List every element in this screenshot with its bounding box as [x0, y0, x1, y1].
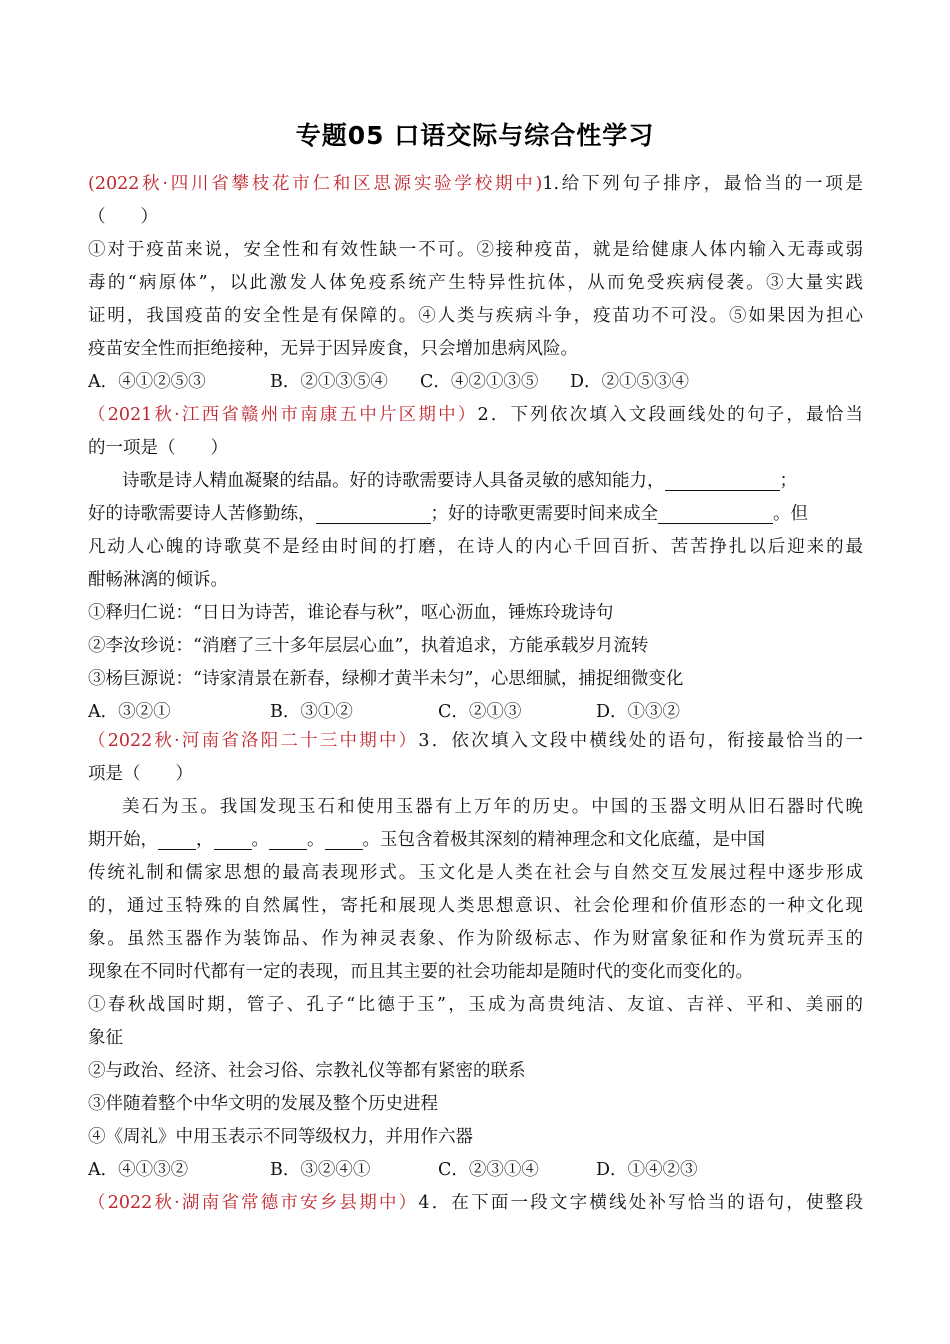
- question-1-options: [88, 366, 863, 399]
- question-2-passage-line: 酣畅淋漓的倾诉。: [88, 570, 228, 590]
- fill-blank[interactable]: [316, 501, 431, 524]
- fill-blank[interactable]: [214, 827, 252, 850]
- question-3-passage-line: 的，通过玉特殊的自然属性，寄托和展现人类思想意识、社会伦理和价值形态的一种文化现: [88, 896, 863, 916]
- question-4: [88, 1187, 863, 1220]
- fill-blank[interactable]: [325, 827, 363, 850]
- fill-blank[interactable]: [665, 468, 780, 491]
- question-2: [88, 399, 863, 729]
- question-3-passage-line: 现象在不同时代都有一定的表现，而且其主要的社会功能却是随时代的变化而变化的。: [88, 962, 753, 982]
- option-c: C．④②①③⑤: [420, 372, 539, 392]
- question-2-passage-line: 凡动人心魄的诗歌莫不是经由时间的打磨，在诗人的内心千回百折、苦苦挣扎以后迎来的最: [88, 537, 863, 557]
- question-2-item: ②李汝珍说：“消磨了三十多年层层心血”，执着追求，方能承载岁月流转: [88, 636, 649, 656]
- question-4-source: （2022秋·湖南省常德市安乡县期中）: [88, 1193, 419, 1213]
- question-3-options: [88, 1154, 863, 1187]
- page-title: 专题05 口语交际与综合性学习: [295, 121, 655, 150]
- question-1-text-line: 毒的“病原体”，以此激发人体免疫系统产生特异性抗体，从而免受疾病侵袭。③大量实践: [88, 273, 863, 293]
- option-c: C．②③①④: [438, 1160, 539, 1180]
- question-3-passage-line: 象。虽然玉器作为装饰品、作为神灵表象、作为阶级标志、作为财富象征和作为赏玩弄玉的: [88, 929, 863, 949]
- question-1-stem: 1.给下列句子排序，最恰当的一项是: [542, 174, 863, 194]
- question-3-passage-line: 美石为玉。我国发现玉石和使用玉器有上万年的历史。中国的玉器文明从旧石器时代晚: [122, 797, 863, 817]
- fill-blank[interactable]: [658, 501, 773, 524]
- question-1-text-line: 证明，我国疫苗的安全性是有保障的。④人类与疾病斗争，疫苗功不可没。⑤如果因为担心: [88, 306, 863, 326]
- option-d: D．②①⑤③④: [570, 372, 690, 392]
- option-a: A．④①②⑤③: [88, 372, 206, 392]
- question-3: [88, 725, 863, 1187]
- question-2-stem: 2．下列依次填入文段画线处的句子，最恰当: [477, 405, 863, 425]
- question-3-item: ④《周礼》中用玉表示不同等级权力，并用作六器: [88, 1127, 473, 1147]
- question-2-source: （2021秋·江西省赣州市南康五中片区期中）: [88, 405, 478, 425]
- option-b: B．③②④①: [270, 1160, 371, 1180]
- question-3-item: ②与政治、经济、社会习俗、宗教礼仪等都有紧密的联系: [88, 1061, 526, 1081]
- question-1: [88, 168, 863, 399]
- question-3-source: （2022秋·河南省洛阳二十三中期中）: [88, 731, 419, 751]
- question-2-stem-end: 的一项是（ ）: [88, 438, 228, 458]
- question-1-source: (2022秋·四川省攀枝花市仁和区思源实验学校期中): [88, 174, 543, 194]
- question-2-item: ①释归仁说：“日日为诗苦，谁论春与秋”，呕心沥血，锤炼玲珑诗句: [88, 603, 614, 623]
- question-3-passage-line: 传统礼制和儒家思想的最高表现形式。玉文化是人类在社会与自然交互发展过程中逐步形成: [88, 863, 863, 883]
- option-a: A．③②①: [88, 702, 171, 722]
- question-2-passage-line: 好的诗歌需要诗人苦修勤练， ；好的诗歌更需要时间来成全 。但: [88, 498, 863, 531]
- question-4-header: [88, 1187, 863, 1220]
- fill-blank[interactable]: [269, 827, 307, 850]
- option-d: D．①③②: [596, 702, 681, 722]
- question-1-text-line: 疫苗安全性而拒绝接种，无异于因异废食，只会增加患病风险。: [88, 339, 578, 359]
- option-c: C．②①③: [438, 702, 522, 722]
- option-b: B．②①③⑤④: [270, 372, 388, 392]
- question-3-stem: 3．依次填入文段中横线处的语句，衔接最恰当的一: [418, 731, 863, 751]
- question-3-item: ③伴随着整个中华文明的发展及整个历史进程: [88, 1094, 438, 1114]
- question-3-header: [88, 725, 863, 758]
- question-3-stem-end: 项是（ ）: [88, 764, 193, 784]
- fill-blank[interactable]: [158, 827, 196, 850]
- question-3-item: 象征: [88, 1028, 123, 1048]
- option-d: D．①④②③: [596, 1160, 698, 1180]
- question-3-item: ①春秋战国时期，管子、孔子“比德于玉”，玉成为高贵纯洁、友谊、吉祥、平和、美丽的: [88, 995, 863, 1015]
- question-2-header: [88, 399, 863, 432]
- question-2-item: ③杨巨源说：“诗家清景在新春，绿柳才黄半未匀”，心思细腻，捕捉细微变化: [88, 669, 684, 689]
- question-3-passage-line: 期开始， ， 。 。 。玉包含着极其深刻的精神理念和文化底蕴，是中国: [88, 824, 863, 857]
- option-b: B．③①②: [270, 702, 353, 722]
- question-4-stem: 4．在下面一段文字横线处补写恰当的语句，使整段: [418, 1193, 863, 1213]
- question-1-text-line: ①对于疫苗来说，安全性和有效性缺一不可。②接种疫苗，就是给健康人体内输入无毒或弱: [88, 240, 863, 260]
- question-1-stem-end: （ ）: [88, 207, 158, 227]
- question-1-header: [88, 168, 863, 201]
- question-2-passage-line: 诗歌是诗人精血凝聚的结晶。好的诗歌需要诗人具备灵敏的感知能力， ；: [88, 465, 863, 498]
- option-a: A．④①③②: [88, 1160, 189, 1180]
